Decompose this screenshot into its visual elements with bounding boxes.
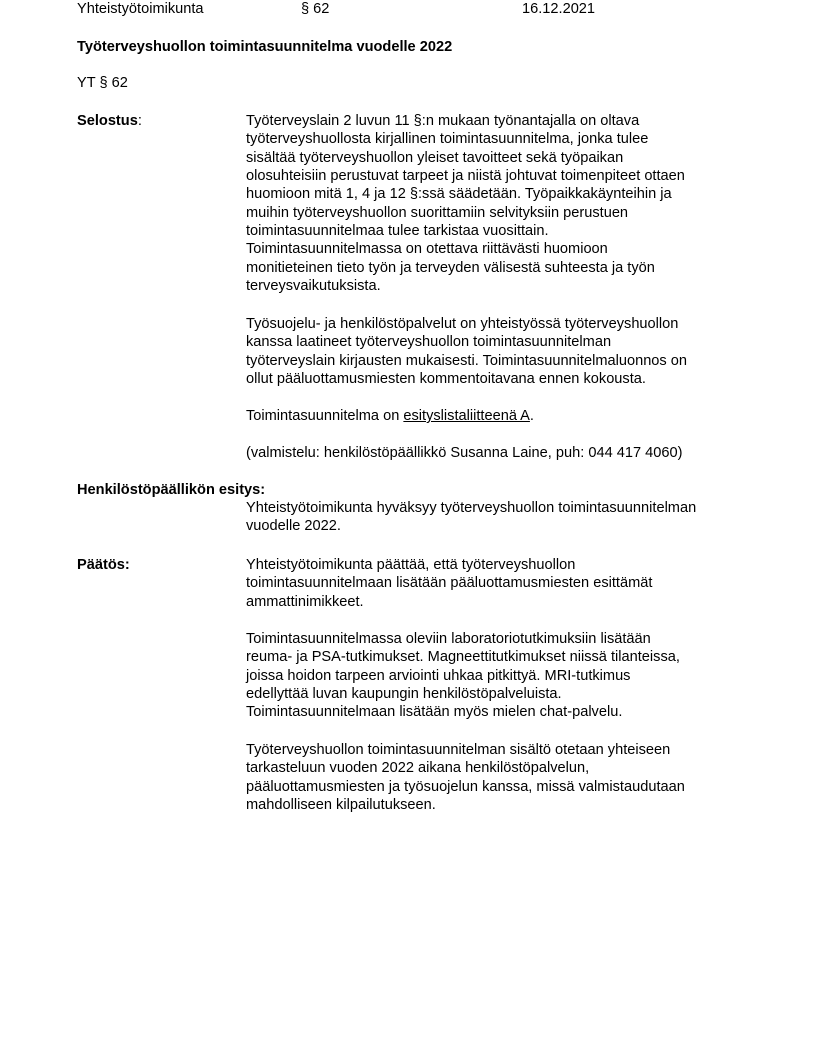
text-line: pääluottamusmiesten ja työsuojelun kanssa, missä valmistaudutaan: [246, 778, 685, 795]
text-line: mahdolliseen kilpailutukseen.: [246, 797, 436, 814]
decision-paragraph-1: [246, 556, 746, 611]
text-line: Toimintasuunnitelmaan lisätään myös mielen chat-palvelu.: [246, 704, 623, 721]
text-line: Toimintasuunnitelmassa oleviin laboratoriotutkimuksiin lisätään: [246, 631, 651, 647]
text-line: monitieteinen tieto työn ja terveyden välisestä suhteesta ja työn: [246, 259, 655, 276]
attachment-suffix: .: [529, 408, 534, 424]
attachment-line: [246, 407, 746, 425]
text-line: kanssa laatineet työterveyshuollon toimintasuunnitelman: [246, 334, 612, 351]
text-line: työterveyslain kirjausten mukaisesti. Toimintasuunnitelmaluonnos on: [246, 352, 688, 369]
selostus-colon: :: [137, 113, 142, 129]
text-line: Yhteistyötoimikunta hyväksyy työterveyshuollon toimintasuunnitelman: [246, 500, 697, 516]
preparer-line: (valmistelu: henkilöstöpäällikkö Susanna Laine, puh: 044 417 4060): [246, 445, 683, 461]
selostus-heading: [77, 112, 142, 130]
text-line: joissa hoidon tarpeen arviointi uhkaa pitkittyä. MRI-tutkimus: [246, 667, 631, 684]
text-line: Työterveyslain 2 luvun 11 §:n mukaan työnantajalla on oltava: [246, 113, 640, 129]
text-line: Työsuojelu- ja henkilöstöpalvelut on yhteistyössä työterveyshuollon: [246, 316, 679, 332]
proposal-label: Henkilöstöpäällikön esitys:: [77, 482, 266, 498]
text-line: sisältää työterveyshuollon yleiset tavoitteet sekä työpaikan: [246, 149, 624, 166]
text-line: tarkasteluun vuoden 2022 aikana henkilöstöpalvelun,: [246, 760, 590, 777]
text-line: ammattinimikkeet.: [246, 593, 364, 610]
text-line: työterveyshuollosta kirjallinen toimintasuunnitelma, jonka tulee: [246, 131, 649, 148]
proposal-text: [246, 499, 746, 536]
selostus-paragraph-1: [246, 112, 746, 295]
text-line: Yhteistyötoimikunta päättää, että työterveyshuollon: [246, 557, 576, 573]
header-date: 16.12.2021: [522, 1, 596, 17]
text-line: Toimintasuunnitelmassa on otettava riittävästi huomioon: [246, 241, 608, 258]
text-line: huomioon mitä 1, 4 ja 12 §:ssä säädetään. Työpaikkakäynteihin ja: [246, 186, 672, 203]
header-organization: Yhteistyötoimikunta: [77, 1, 204, 17]
text-line: edellyttää luvan kaupungin henkilöstöpalveluista.: [246, 686, 562, 703]
document-title: Työterveyshuollon toimintasuunnitelma vuodelle 2022: [77, 39, 453, 55]
reference: YT § 62: [77, 75, 128, 91]
attachment-prefix: Toimintasuunnitelma on: [246, 408, 404, 424]
text-line: vuodelle 2022.: [246, 518, 341, 535]
header-section: § 62: [301, 1, 330, 17]
text-line: Työterveyshuollon toimintasuunnitelman sisältö otetaan yhteiseen: [246, 742, 671, 758]
text-line: ollut pääluottamusmiesten kommentoitavana ennen kokousta.: [246, 371, 646, 388]
text-line: terveysvaikutuksista.: [246, 278, 381, 295]
selostus-label: Selostus: [77, 113, 138, 129]
text-line: toimintasuunnitelmaan lisätään pääluottamusmiesten esittämät: [246, 575, 653, 592]
text-line: olosuhteisiin perustuvat tarpeet ja niistä johtuvat toimenpiteet ottaen: [246, 168, 685, 185]
decision-paragraph-3: [246, 741, 746, 814]
decision-label: Päätös:: [77, 557, 130, 573]
text-line: toimintasuunnitelmaa tulee tarkistaa vuosittain.: [246, 223, 549, 240]
selostus-attachment: [246, 407, 746, 425]
attachment-link[interactable]: esityslistaliitteenä A: [403, 408, 530, 424]
selostus-preparer: [246, 444, 746, 462]
decision-paragraph-2: [246, 630, 746, 722]
text-line: muihin työterveyshuollon suorittamiin selvityksiin perustuen: [246, 204, 629, 221]
selostus-paragraph-2: [246, 315, 746, 388]
text-line: reuma- ja PSA-tutkimukset. Magneettitutkimukset niissä tilanteissa,: [246, 649, 680, 666]
